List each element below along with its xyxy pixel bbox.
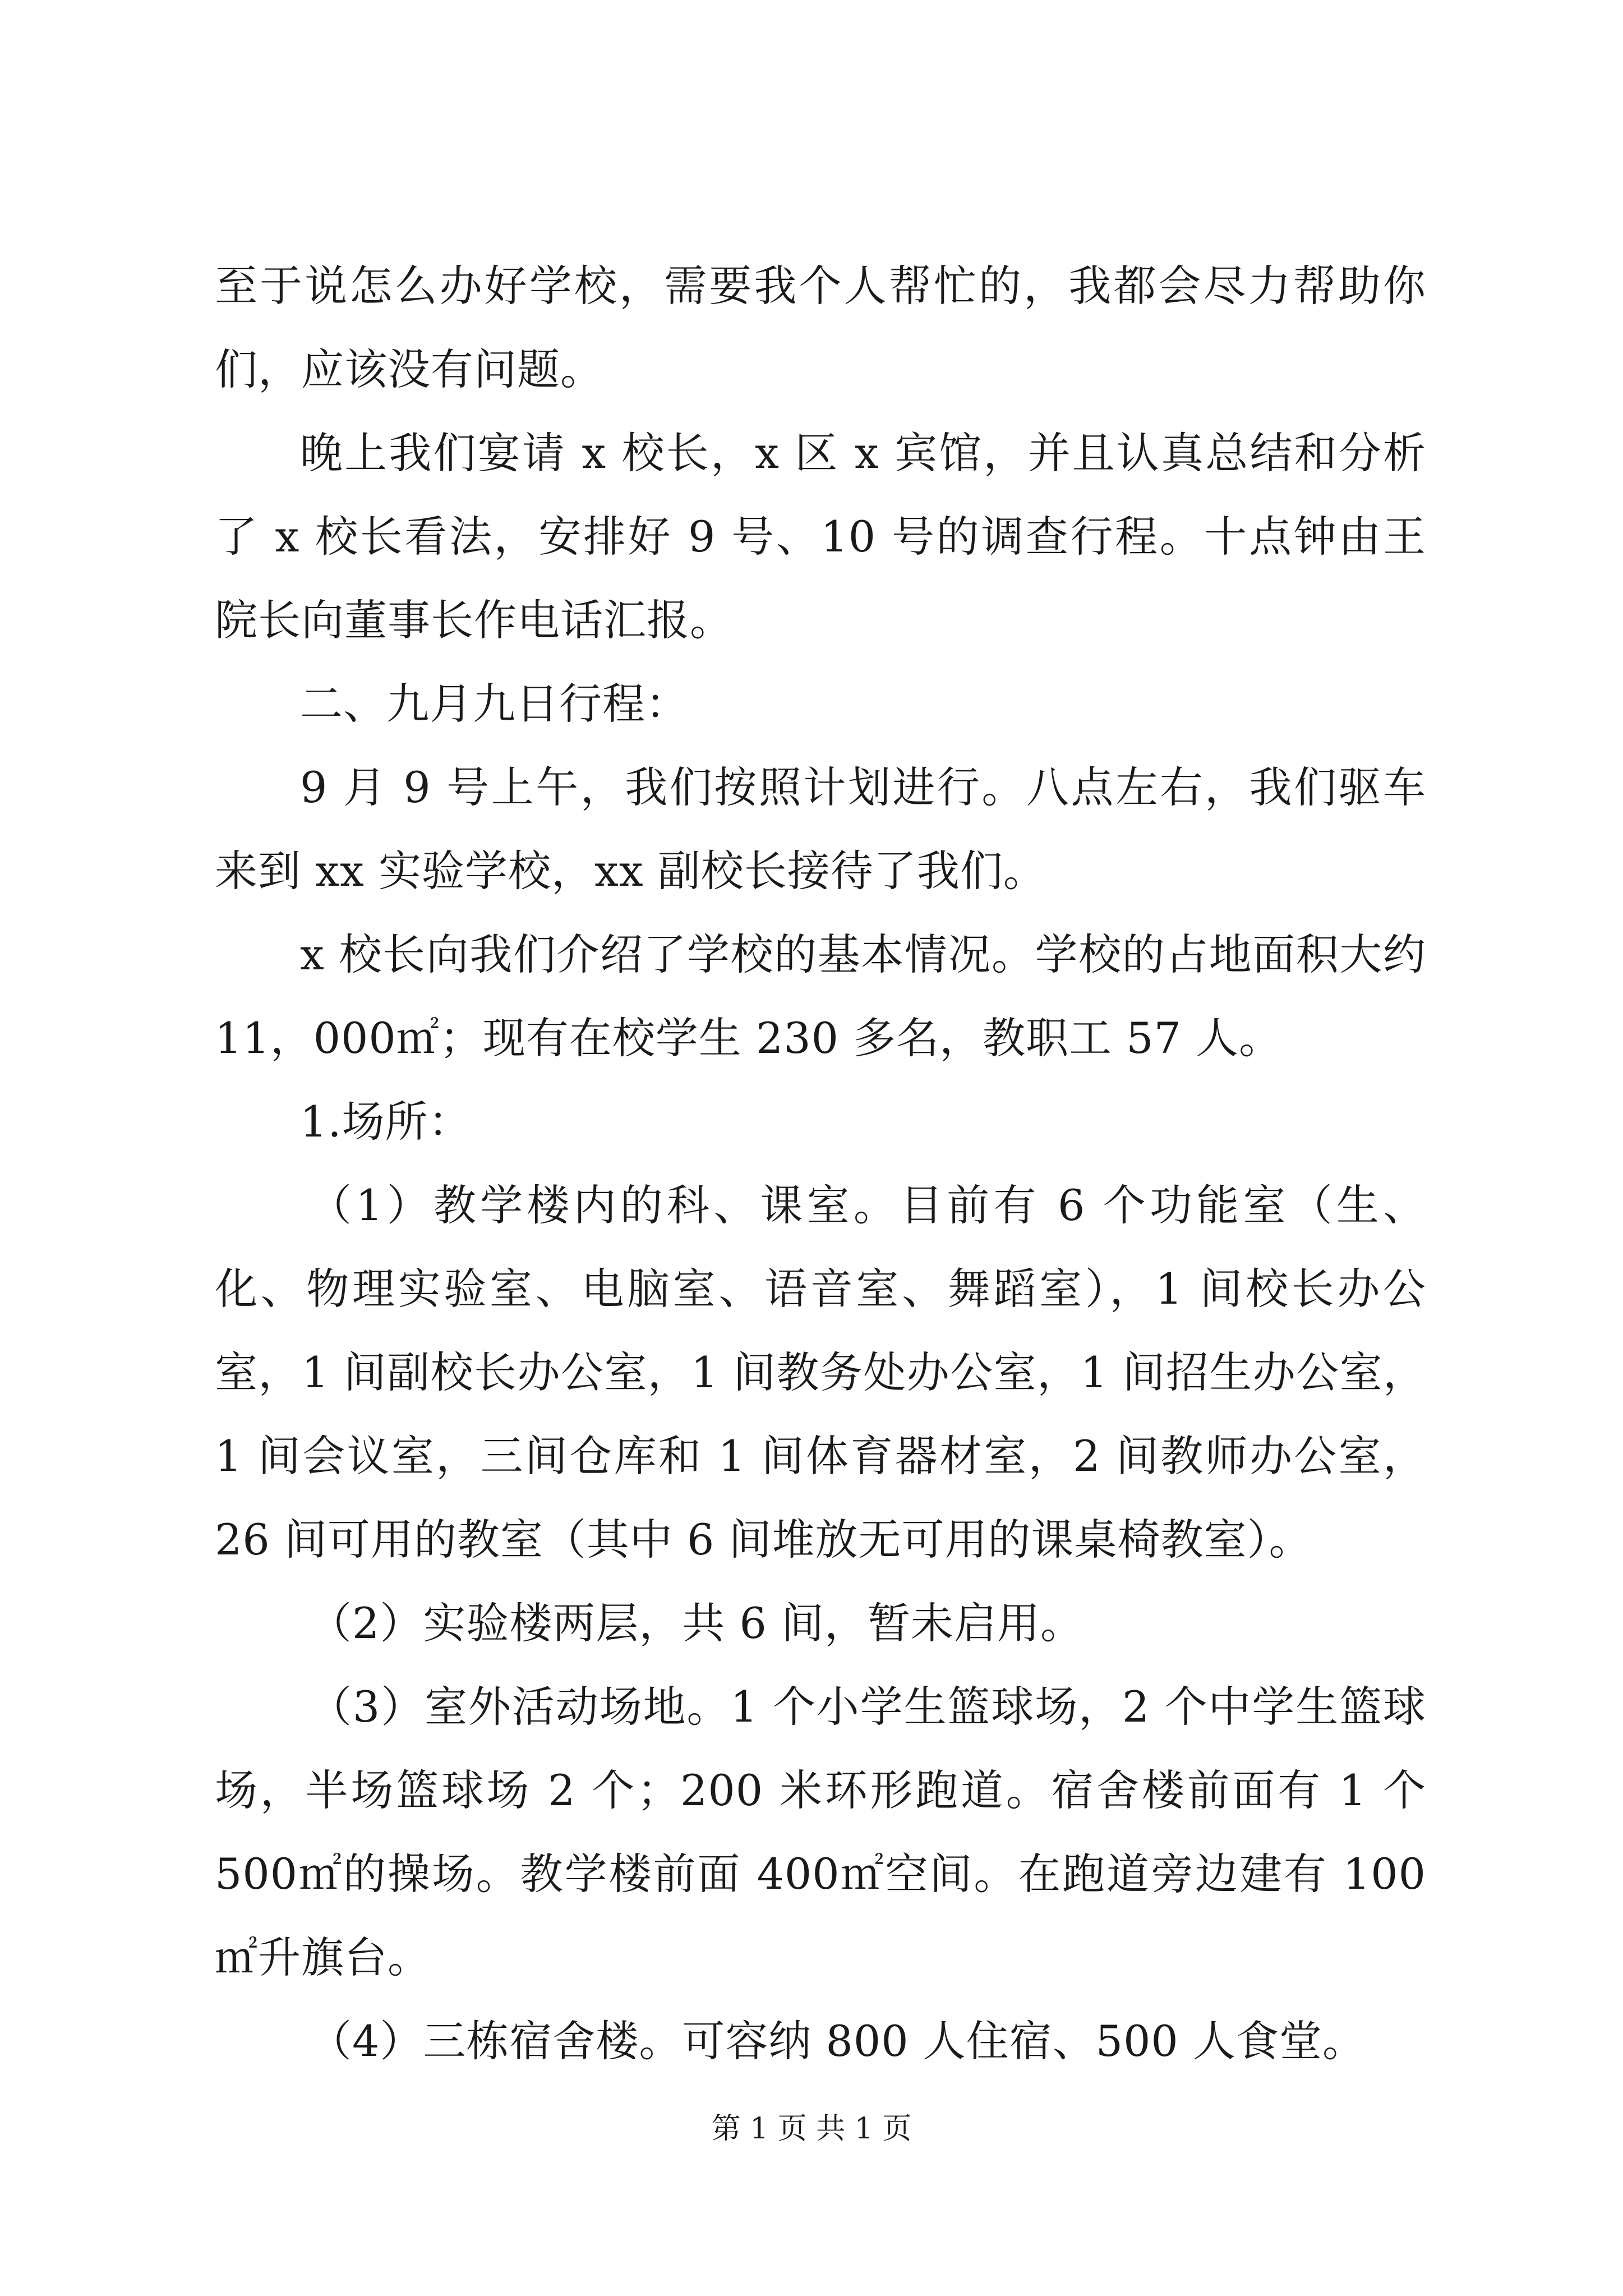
paragraph-morning-visit: 9 月 9 号上午，我们按照计划进行。八点左右，我们驱车来到 xx 实验学校，xx 副校长接待了我们。: [215, 762, 1426, 896]
paragraph-evening-banquet: 晚上我们宴请 x 校长，x 区 x 宾馆，并且认真总结和分析了 x 校长看法，安排好 9 号、10 号的调查行程。十点钟由王院长向董事长作电话汇报。: [215, 428, 1426, 645]
list-item-outdoor-area: （3）室外活动场地。1 个小学生篮球场，2 个中学生篮球场，半场篮球场 2 个；200 米环形跑道。宿舍楼前面有 1 个 500㎡的操场。教学楼前面 400㎡空间。在跑道旁边建有 100㎡升旗台。: [215, 1682, 1426, 1982]
list-item-teaching-building: （1）教学楼内的科、课室。目前有 6 个功能室（生、化、物理实验室、电脑室、语音室、舞蹈室），1 间校长办公室，1 间副校长办公室，1 间教务处办公室，1 间招生办公室，1 间会议室，三间仓库和 1 间体育器材室，2 间教师办公室，26 间可用的教室（其中 6 间堆放无可用的课桌椅教室）。: [215, 1180, 1426, 1565]
paragraph-continuation: 至于说怎么办好学校，需要我个人帮忙的，我都会尽力帮助你们，应该没有问题。: [215, 261, 1426, 394]
subheading-venues: 1.场所：: [300, 1097, 472, 1147]
list-item-lab-building: （2）实验楼两层，共 6 间，暂未启用。: [309, 1598, 1084, 1648]
paragraph-school-overview: x 校长向我们介绍了学校的基本情况。学校的占地面积大约 11，000㎡；现有在校学生 230 多名，教职工 57 人。: [215, 930, 1426, 1063]
page-number-footer: 第 1 页 共 1 页: [711, 2112, 912, 2146]
document-body: [215, 244, 1426, 2083]
list-item-dormitories: （4）三栋宿舍楼。可容纳 800 人住宿、500 人食堂。: [309, 2016, 1366, 2066]
section-heading-sept-9: 二、九月九日行程：: [300, 679, 689, 729]
